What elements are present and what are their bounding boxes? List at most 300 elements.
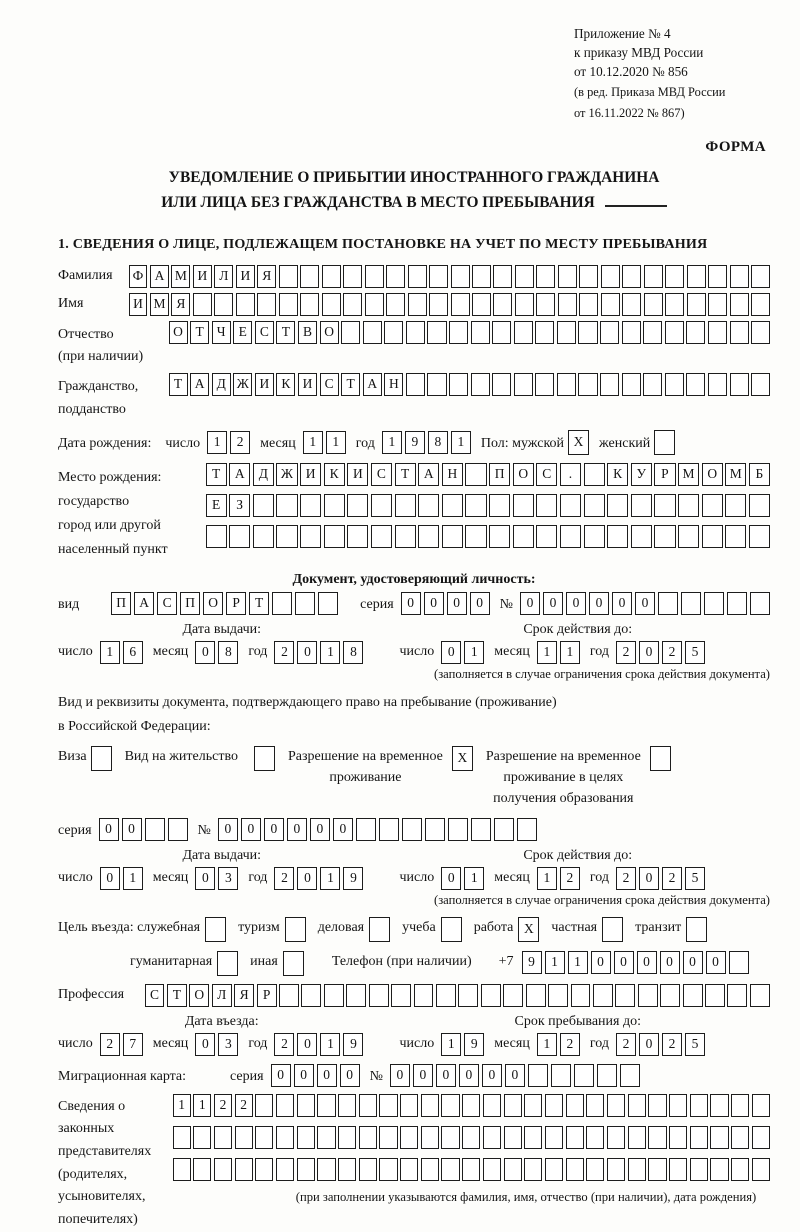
char-cell[interactable]	[272, 592, 292, 615]
char-cell[interactable]: 0	[459, 1064, 479, 1087]
char-cell[interactable]	[300, 293, 319, 316]
char-cell[interactable]: 0	[413, 1064, 433, 1087]
char-cell[interactable]: 1	[123, 867, 143, 890]
char-cell[interactable]	[425, 818, 445, 841]
char-cell[interactable]: 2	[662, 1033, 682, 1056]
char-cell[interactable]	[648, 1094, 666, 1117]
char-cell[interactable]	[654, 525, 675, 548]
char-cell[interactable]	[586, 1158, 604, 1181]
char-cell[interactable]: О	[169, 321, 188, 344]
char-cell[interactable]	[558, 265, 577, 288]
char-cell[interactable]: 0	[482, 1064, 502, 1087]
char-cell[interactable]: 0	[543, 592, 563, 615]
char-cell[interactable]	[427, 373, 446, 396]
char-cell[interactable]	[317, 1094, 335, 1117]
purpose-tourism-checkbox[interactable]	[285, 917, 306, 942]
char-cell[interactable]	[665, 373, 684, 396]
char-cell[interactable]	[678, 525, 699, 548]
char-cell[interactable]: 2	[616, 867, 636, 890]
char-cell[interactable]	[601, 293, 620, 316]
char-cell[interactable]	[628, 1094, 646, 1117]
char-cell[interactable]	[441, 1094, 459, 1117]
char-cell[interactable]: Е	[233, 321, 252, 344]
char-cell[interactable]: 8	[343, 641, 363, 664]
purpose-work-checkbox[interactable]: X	[518, 917, 539, 942]
char-cell[interactable]	[551, 1064, 571, 1087]
char-cell[interactable]	[644, 293, 663, 316]
char-cell[interactable]	[449, 321, 468, 344]
char-cell[interactable]	[276, 1126, 294, 1149]
char-cell[interactable]	[644, 265, 663, 288]
char-cell[interactable]	[710, 1158, 728, 1181]
char-cell[interactable]	[643, 321, 662, 344]
char-cell[interactable]: У	[631, 463, 652, 486]
char-cell[interactable]	[607, 1126, 625, 1149]
char-cell[interactable]: К	[607, 463, 628, 486]
char-cell[interactable]	[462, 1126, 480, 1149]
char-cell[interactable]	[471, 373, 490, 396]
char-cell[interactable]	[483, 1094, 501, 1117]
char-cell[interactable]	[515, 293, 534, 316]
char-cell[interactable]	[317, 1126, 335, 1149]
char-cell[interactable]	[449, 373, 468, 396]
char-cell[interactable]: Т	[276, 321, 295, 344]
char-cell[interactable]	[462, 1094, 480, 1117]
char-cell[interactable]: 1	[320, 867, 340, 890]
char-cell[interactable]: А	[190, 373, 209, 396]
char-cell[interactable]: О	[702, 463, 723, 486]
char-cell[interactable]: 9	[464, 1033, 484, 1056]
char-cell[interactable]: И	[255, 373, 274, 396]
char-cell[interactable]	[751, 373, 770, 396]
char-cell[interactable]	[607, 525, 628, 548]
char-cell[interactable]	[584, 463, 605, 486]
char-cell[interactable]	[678, 494, 699, 517]
char-cell[interactable]: А	[150, 265, 169, 288]
char-cell[interactable]: 0	[470, 592, 490, 615]
char-cell[interactable]	[710, 1126, 728, 1149]
char-cell[interactable]	[341, 321, 360, 344]
char-cell[interactable]	[545, 1094, 563, 1117]
char-cell[interactable]: 0	[100, 867, 120, 890]
char-cell[interactable]	[279, 984, 299, 1007]
char-cell[interactable]: 0	[436, 1064, 456, 1087]
char-cell[interactable]	[607, 1094, 625, 1117]
sex-male-checkbox[interactable]: X	[568, 430, 589, 455]
char-cell[interactable]	[584, 494, 605, 517]
char-cell[interactable]	[730, 293, 749, 316]
char-cell[interactable]: Т	[341, 373, 360, 396]
char-cell[interactable]	[418, 494, 439, 517]
char-cell[interactable]	[343, 265, 362, 288]
char-cell[interactable]	[731, 1158, 749, 1181]
char-cell[interactable]	[536, 525, 557, 548]
char-cell[interactable]: 2	[662, 867, 682, 890]
char-cell[interactable]	[359, 1126, 377, 1149]
char-cell[interactable]: 0	[505, 1064, 525, 1087]
char-cell[interactable]	[658, 592, 678, 615]
char-cell[interactable]	[648, 1158, 666, 1181]
char-cell[interactable]	[338, 1126, 356, 1149]
char-cell[interactable]	[705, 984, 725, 1007]
char-cell[interactable]	[665, 321, 684, 344]
char-cell[interactable]	[535, 373, 554, 396]
char-cell[interactable]	[628, 1158, 646, 1181]
char-cell[interactable]: И	[129, 293, 148, 316]
char-cell[interactable]	[730, 321, 749, 344]
char-cell[interactable]: 1	[193, 1094, 211, 1117]
char-cell[interactable]	[276, 494, 297, 517]
char-cell[interactable]	[566, 1126, 584, 1149]
char-cell[interactable]: 0	[447, 592, 467, 615]
char-cell[interactable]: 1	[326, 431, 346, 454]
char-cell[interactable]: 0	[520, 592, 540, 615]
char-cell[interactable]	[365, 293, 384, 316]
char-cell[interactable]	[483, 1126, 501, 1149]
char-cell[interactable]	[524, 1094, 542, 1117]
char-cell[interactable]	[347, 525, 368, 548]
char-cell[interactable]	[458, 984, 478, 1007]
char-cell[interactable]: Ф	[129, 265, 148, 288]
char-cell[interactable]	[493, 293, 512, 316]
char-cell[interactable]	[441, 1126, 459, 1149]
char-cell[interactable]: 0	[591, 951, 611, 974]
char-cell[interactable]	[730, 373, 749, 396]
char-cell[interactable]	[206, 525, 227, 548]
char-cell[interactable]: И	[193, 265, 212, 288]
char-cell[interactable]	[560, 525, 581, 548]
char-cell[interactable]	[338, 1094, 356, 1117]
char-cell[interactable]: О	[189, 984, 209, 1007]
char-cell[interactable]: 0	[218, 818, 238, 841]
char-cell[interactable]	[448, 818, 468, 841]
char-cell[interactable]: 2	[616, 641, 636, 664]
char-cell[interactable]	[566, 1158, 584, 1181]
purpose-business-checkbox[interactable]	[205, 917, 226, 942]
char-cell[interactable]: О	[203, 592, 223, 615]
char-cell[interactable]: 0	[294, 1064, 314, 1087]
char-cell[interactable]	[471, 818, 491, 841]
char-cell[interactable]: 3	[218, 867, 238, 890]
char-cell[interactable]: 1	[303, 431, 323, 454]
char-cell[interactable]	[406, 321, 425, 344]
char-cell[interactable]: И	[236, 265, 255, 288]
char-cell[interactable]: 0	[264, 818, 284, 841]
char-cell[interactable]	[324, 984, 344, 1007]
char-cell[interactable]	[515, 265, 534, 288]
char-cell[interactable]	[408, 265, 427, 288]
char-cell[interactable]: Т	[167, 984, 187, 1007]
char-cell[interactable]	[708, 373, 727, 396]
char-cell[interactable]	[622, 265, 641, 288]
char-cell[interactable]	[235, 1126, 253, 1149]
char-cell[interactable]	[494, 818, 514, 841]
char-cell[interactable]: Ж	[276, 463, 297, 486]
char-cell[interactable]	[493, 265, 512, 288]
char-cell[interactable]	[300, 265, 319, 288]
char-cell[interactable]	[631, 494, 652, 517]
char-cell[interactable]	[276, 1094, 294, 1117]
char-cell[interactable]	[545, 1158, 563, 1181]
char-cell[interactable]	[654, 494, 675, 517]
char-cell[interactable]	[708, 265, 727, 288]
char-cell[interactable]	[660, 984, 680, 1007]
char-cell[interactable]: Л	[214, 265, 233, 288]
char-cell[interactable]	[574, 1064, 594, 1087]
char-cell[interactable]	[607, 494, 628, 517]
char-cell[interactable]: И	[300, 463, 321, 486]
char-cell[interactable]	[727, 984, 747, 1007]
char-cell[interactable]	[686, 321, 705, 344]
char-cell[interactable]	[441, 1158, 459, 1181]
char-cell[interactable]	[702, 494, 723, 517]
char-cell[interactable]	[363, 321, 382, 344]
char-cell[interactable]	[669, 1094, 687, 1117]
char-cell[interactable]	[442, 494, 463, 517]
char-cell[interactable]: 0	[706, 951, 726, 974]
purpose-humanitarian-checkbox[interactable]	[217, 951, 238, 976]
char-cell[interactable]: 1	[560, 641, 580, 664]
char-cell[interactable]	[359, 1158, 377, 1181]
char-cell[interactable]	[255, 1126, 273, 1149]
char-cell[interactable]	[557, 321, 576, 344]
char-cell[interactable]: 0	[589, 592, 609, 615]
char-cell[interactable]: 0	[566, 592, 586, 615]
char-cell[interactable]: 8	[218, 641, 238, 664]
char-cell[interactable]	[752, 1158, 770, 1181]
char-cell[interactable]	[324, 525, 345, 548]
char-cell[interactable]: З	[229, 494, 250, 517]
char-cell[interactable]	[427, 321, 446, 344]
char-cell[interactable]	[402, 818, 422, 841]
char-cell[interactable]: 0	[639, 1033, 659, 1056]
char-cell[interactable]	[622, 293, 641, 316]
char-cell[interactable]	[236, 293, 255, 316]
char-cell[interactable]	[429, 293, 448, 316]
char-cell[interactable]	[566, 1094, 584, 1117]
char-cell[interactable]	[749, 525, 770, 548]
char-cell[interactable]	[725, 525, 746, 548]
char-cell[interactable]	[297, 1094, 315, 1117]
char-cell[interactable]	[429, 265, 448, 288]
char-cell[interactable]	[421, 1126, 439, 1149]
char-cell[interactable]	[638, 984, 658, 1007]
char-cell[interactable]: 0	[390, 1064, 410, 1087]
char-cell[interactable]	[708, 293, 727, 316]
char-cell[interactable]	[406, 373, 425, 396]
char-cell[interactable]	[451, 265, 470, 288]
char-cell[interactable]: 0	[614, 951, 634, 974]
char-cell[interactable]: С	[157, 592, 177, 615]
char-cell[interactable]: Т	[249, 592, 269, 615]
char-cell[interactable]	[255, 1094, 273, 1117]
char-cell[interactable]: О	[320, 321, 339, 344]
char-cell[interactable]: 0	[637, 951, 657, 974]
char-cell[interactable]	[400, 1126, 418, 1149]
char-cell[interactable]	[465, 525, 486, 548]
char-cell[interactable]: 1	[207, 431, 227, 454]
char-cell[interactable]	[683, 984, 703, 1007]
char-cell[interactable]: 2	[616, 1033, 636, 1056]
char-cell[interactable]	[727, 592, 747, 615]
char-cell[interactable]	[548, 984, 568, 1007]
char-cell[interactable]	[276, 525, 297, 548]
char-cell[interactable]	[517, 818, 537, 841]
purpose-other-checkbox[interactable]	[283, 951, 304, 976]
char-cell[interactable]: 0	[639, 867, 659, 890]
char-cell[interactable]	[710, 1094, 728, 1117]
char-cell[interactable]: 0	[639, 641, 659, 664]
char-cell[interactable]: 0	[441, 867, 461, 890]
char-cell[interactable]	[731, 1126, 749, 1149]
char-cell[interactable]: 1	[464, 641, 484, 664]
char-cell[interactable]	[346, 984, 366, 1007]
char-cell[interactable]: 2	[662, 641, 682, 664]
char-cell[interactable]	[578, 321, 597, 344]
char-cell[interactable]	[687, 265, 706, 288]
char-cell[interactable]: 5	[685, 867, 705, 890]
char-cell[interactable]	[379, 1158, 397, 1181]
char-cell[interactable]: М	[171, 265, 190, 288]
char-cell[interactable]	[648, 1126, 666, 1149]
char-cell[interactable]	[279, 293, 298, 316]
char-cell[interactable]	[687, 293, 706, 316]
char-cell[interactable]	[300, 525, 321, 548]
char-cell[interactable]: М	[150, 293, 169, 316]
char-cell[interactable]: Н	[384, 373, 403, 396]
temp-residence-checkbox[interactable]: X	[452, 746, 473, 771]
char-cell[interactable]	[481, 984, 501, 1007]
char-cell[interactable]: Р	[257, 984, 277, 1007]
char-cell[interactable]	[395, 494, 416, 517]
char-cell[interactable]: М	[678, 463, 699, 486]
char-cell[interactable]	[545, 1126, 563, 1149]
char-cell[interactable]: 2	[274, 867, 294, 890]
char-cell[interactable]: 9	[343, 867, 363, 890]
char-cell[interactable]	[752, 1094, 770, 1117]
char-cell[interactable]: 1	[537, 641, 557, 664]
char-cell[interactable]	[503, 984, 523, 1007]
char-cell[interactable]	[702, 525, 723, 548]
char-cell[interactable]	[751, 293, 770, 316]
char-cell[interactable]	[471, 321, 490, 344]
char-cell[interactable]: 8	[428, 431, 448, 454]
char-cell[interactable]	[301, 984, 321, 1007]
char-cell[interactable]	[607, 1158, 625, 1181]
char-cell[interactable]: Ж	[233, 373, 252, 396]
char-cell[interactable]	[665, 265, 684, 288]
char-cell[interactable]	[297, 1158, 315, 1181]
char-cell[interactable]	[731, 1094, 749, 1117]
purpose-commercial-checkbox[interactable]	[369, 917, 390, 942]
char-cell[interactable]	[472, 293, 491, 316]
char-cell[interactable]: Н	[442, 463, 463, 486]
char-cell[interactable]: Б	[749, 463, 770, 486]
char-cell[interactable]: 9	[522, 951, 542, 974]
char-cell[interactable]	[483, 1158, 501, 1181]
char-cell[interactable]	[421, 1094, 439, 1117]
char-cell[interactable]: 2	[100, 1033, 120, 1056]
char-cell[interactable]: 1	[537, 867, 557, 890]
purpose-transit-checkbox[interactable]	[686, 917, 707, 942]
char-cell[interactable]: 2	[230, 431, 250, 454]
char-cell[interactable]	[492, 321, 511, 344]
char-cell[interactable]	[686, 373, 705, 396]
char-cell[interactable]	[631, 525, 652, 548]
char-cell[interactable]	[524, 1158, 542, 1181]
char-cell[interactable]: Т	[395, 463, 416, 486]
char-cell[interactable]: 5	[685, 1033, 705, 1056]
char-cell[interactable]	[600, 373, 619, 396]
char-cell[interactable]: А	[229, 463, 250, 486]
char-cell[interactable]	[193, 1158, 211, 1181]
char-cell[interactable]	[384, 321, 403, 344]
char-cell[interactable]	[279, 265, 298, 288]
char-cell[interactable]: 2	[235, 1094, 253, 1117]
char-cell[interactable]	[391, 984, 411, 1007]
char-cell[interactable]: 2	[214, 1094, 232, 1117]
char-cell[interactable]	[601, 265, 620, 288]
char-cell[interactable]: 6	[123, 641, 143, 664]
char-cell[interactable]	[347, 494, 368, 517]
char-cell[interactable]: П	[489, 463, 510, 486]
char-cell[interactable]	[369, 984, 389, 1007]
char-cell[interactable]	[708, 321, 727, 344]
char-cell[interactable]: Я	[171, 293, 190, 316]
char-cell[interactable]: 0	[333, 818, 353, 841]
edu-residence-checkbox[interactable]	[650, 746, 671, 771]
char-cell[interactable]	[579, 265, 598, 288]
char-cell[interactable]	[665, 293, 684, 316]
char-cell[interactable]: Т	[190, 321, 209, 344]
char-cell[interactable]	[317, 1158, 335, 1181]
char-cell[interactable]	[253, 494, 274, 517]
char-cell[interactable]: 5	[685, 641, 705, 664]
char-cell[interactable]: М	[725, 463, 746, 486]
char-cell[interactable]	[600, 321, 619, 344]
char-cell[interactable]	[593, 984, 613, 1007]
char-cell[interactable]	[558, 293, 577, 316]
char-cell[interactable]	[514, 321, 533, 344]
char-cell[interactable]: А	[134, 592, 154, 615]
visa-checkbox[interactable]	[91, 746, 112, 771]
char-cell[interactable]	[395, 525, 416, 548]
char-cell[interactable]: В	[298, 321, 317, 344]
char-cell[interactable]	[597, 1064, 617, 1087]
char-cell[interactable]: 0	[441, 641, 461, 664]
char-cell[interactable]: 0	[195, 867, 215, 890]
char-cell[interactable]: 0	[424, 592, 444, 615]
char-cell[interactable]: Л	[212, 984, 232, 1007]
char-cell[interactable]	[535, 321, 554, 344]
char-cell[interactable]	[276, 1158, 294, 1181]
char-cell[interactable]	[504, 1094, 522, 1117]
char-cell[interactable]: 0	[317, 1064, 337, 1087]
char-cell[interactable]: 1	[464, 867, 484, 890]
char-cell[interactable]: 2	[274, 1033, 294, 1056]
char-cell[interactable]	[749, 494, 770, 517]
char-cell[interactable]	[690, 1126, 708, 1149]
char-cell[interactable]	[615, 984, 635, 1007]
char-cell[interactable]	[145, 818, 165, 841]
char-cell[interactable]	[418, 525, 439, 548]
char-cell[interactable]	[622, 373, 641, 396]
char-cell[interactable]	[725, 494, 746, 517]
char-cell[interactable]	[462, 1158, 480, 1181]
char-cell[interactable]	[436, 984, 456, 1007]
char-cell[interactable]	[386, 265, 405, 288]
char-cell[interactable]: Д	[253, 463, 274, 486]
